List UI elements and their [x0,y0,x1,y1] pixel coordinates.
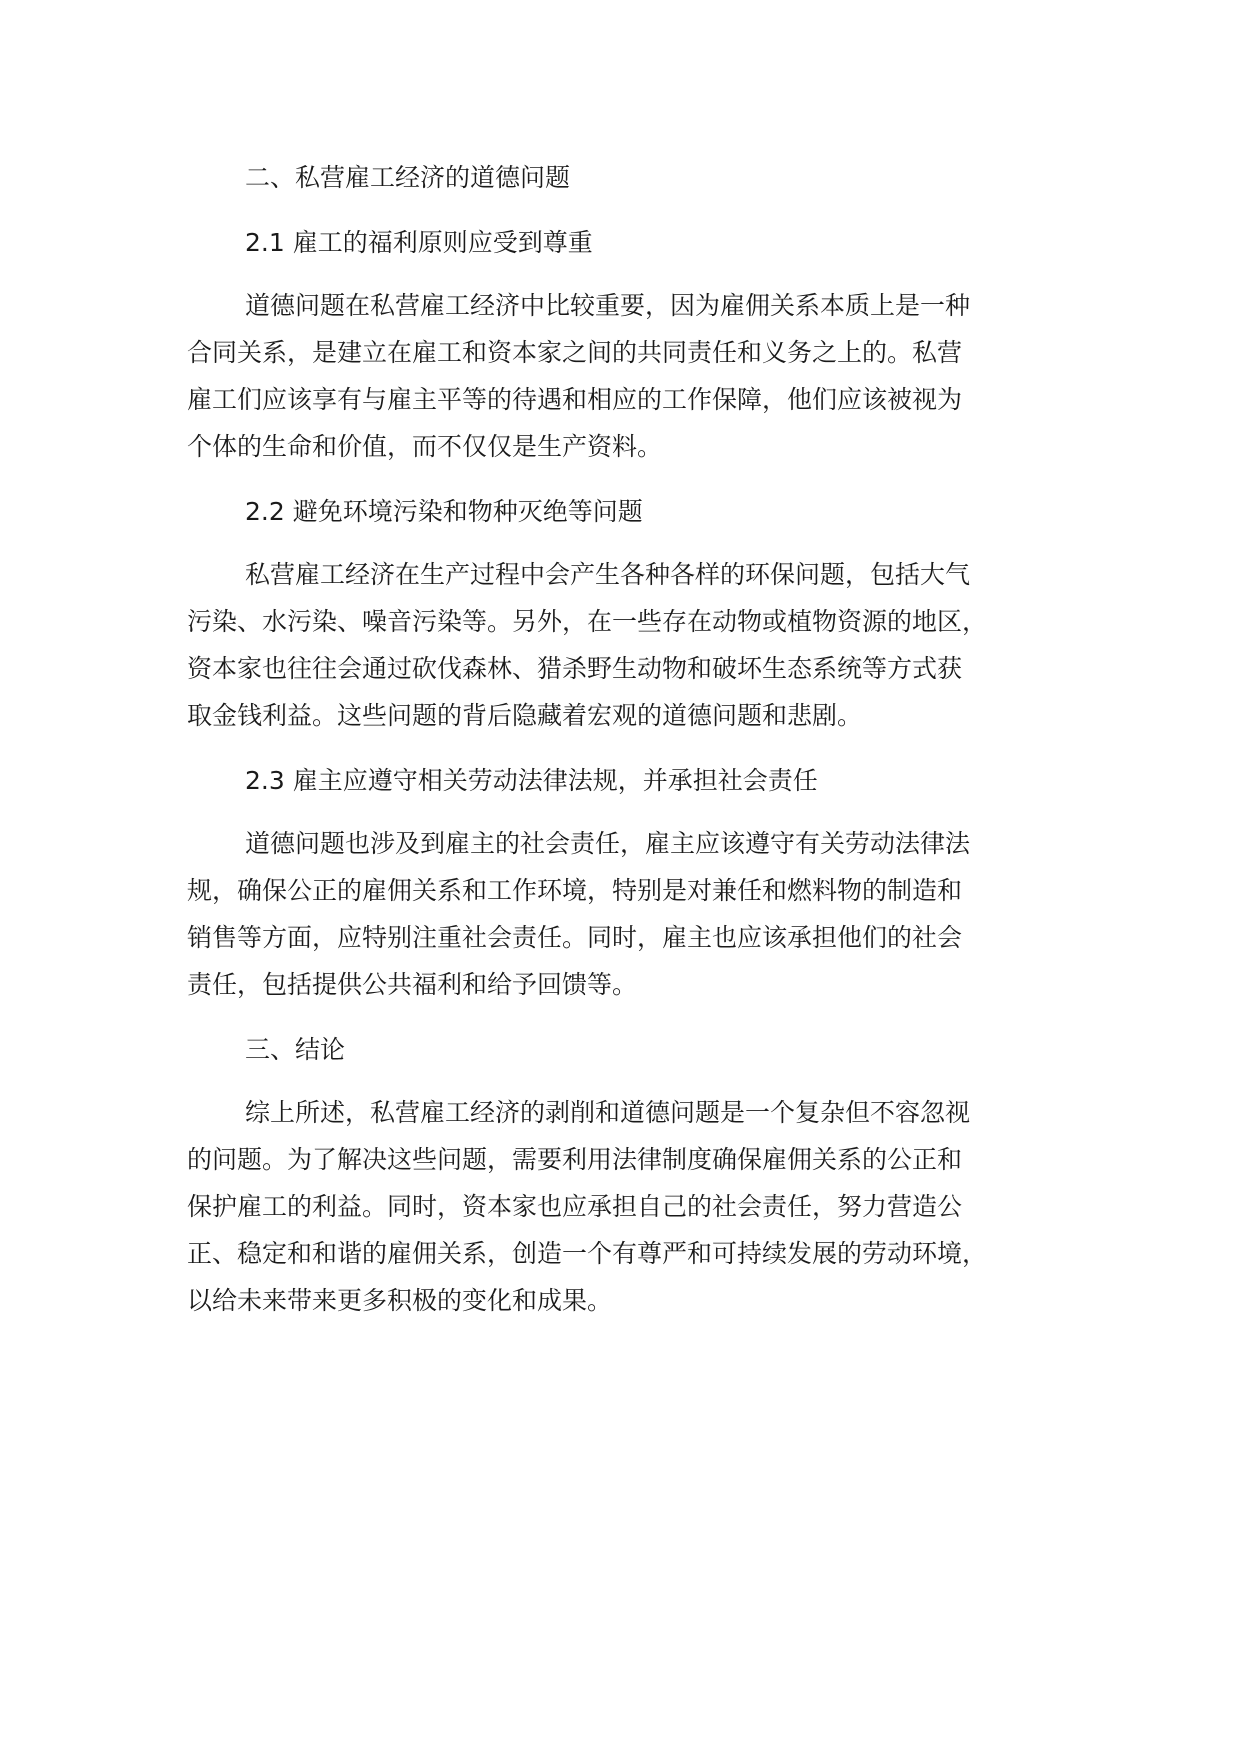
text-line: 污染、水污染、噪音污染等。另外，在一些存在动物或植物资源的地区， [187,607,988,636]
paragraph-environment [187,551,1079,739]
text-line: 道德问题在私营雇工经济中比较重要，因为雇佣关系本质上是一种 [245,291,971,320]
text-line: 保护雇工的利益。同时，资本家也应承担自己的社会责任，努力营造公 [187,1192,963,1221]
document-body [187,152,1079,1340]
text-line: 资本家也往往会通过砍伐森林、猎杀野生动物和破坏生态系统等方式获 [187,654,963,683]
paragraph-welfare [187,282,1079,470]
text-line: 正、稳定和和谐的雇佣关系，创造一个有尊严和可持续发展的劳动环境， [187,1239,988,1268]
text-line: 的问题。为了解决这些问题，需要利用法律制度确保雇佣关系的公正和 [187,1145,963,1174]
text-line: 以给未来带来更多积极的变化和成果。 [187,1286,613,1315]
text-line: 规，确保公正的雇佣关系和工作环境，特别是对兼任和燃料物的制造和 [187,876,963,905]
text-line: 雇工们应该享有与雇主平等的待遇和相应的工作保障，他们应该被视为 [187,385,963,414]
text-line: 销售等方面，应特别注重社会责任。同时，雇主也应该承担他们的社会 [187,923,963,952]
section-heading-3: 三、结论 [245,1035,346,1064]
text-line: 取金钱利益。这些问题的背后隐藏着宏观的道德问题和悲剧。 [187,701,863,730]
text-line: 私营雇工经济在生产过程中会产生各种各样的环保问题，包括大气 [245,560,971,589]
paragraph-employer-responsibility [187,820,1079,1008]
text-line: 综上所述，私营雇工经济的剥削和道德问题是一个复杂但不容忽视 [245,1098,971,1127]
paragraph-conclusion [187,1089,1079,1324]
text-line: 责任，包括提供公共福利和给予回馈等。 [187,970,638,999]
section-heading-2: 二、私营雇工经济的道德问题 [245,163,571,192]
text-line: 合同关系，是建立在雇工和资本家之间的共同责任和义务之上的。私营 [187,338,963,367]
subsection-heading-2-2: 2.2 避免环境污染和物种灭绝等问题 [245,497,643,526]
subsection-heading-2-3: 2.3 雇主应遵守相关劳动法律法规，并承担社会责任 [245,766,818,795]
text-line: 个体的生命和价值，而不仅仅是生产资料。 [187,432,663,461]
subsection-heading-2-1: 2.1 雇工的福利原则应受到尊重 [245,228,593,257]
text-line: 道德问题也涉及到雇主的社会责任，雇主应该遵守有关劳动法律法 [245,829,971,858]
